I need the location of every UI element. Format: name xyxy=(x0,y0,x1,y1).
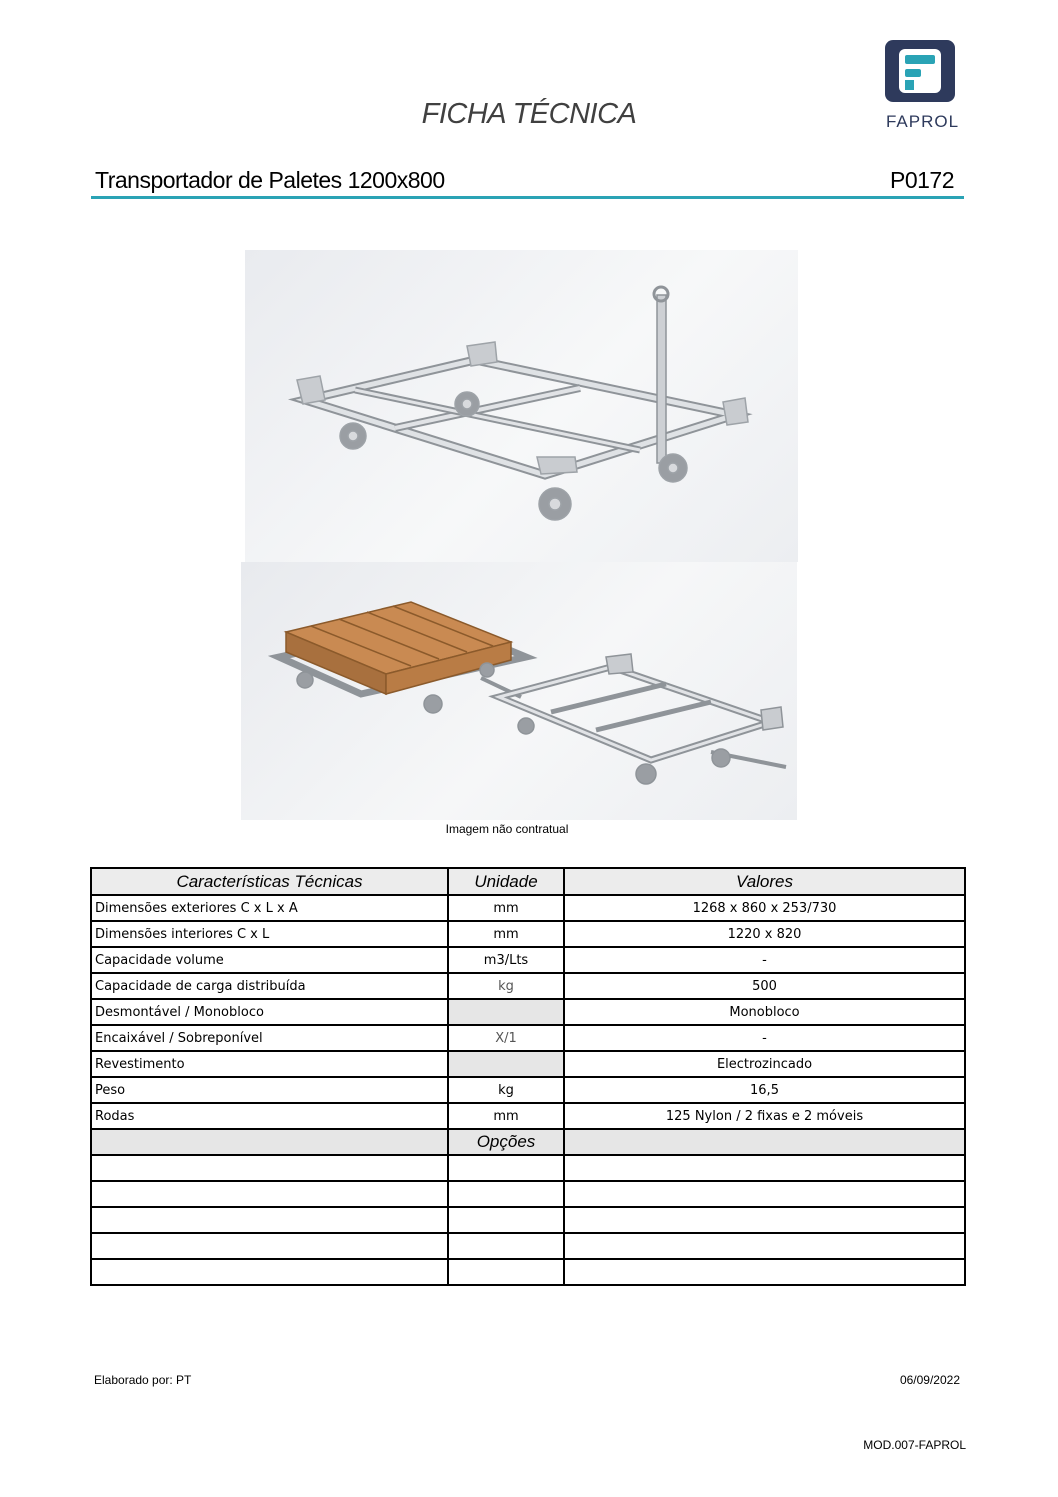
empty-cell xyxy=(448,1233,564,1259)
logo-f-glyph xyxy=(885,40,955,102)
empty-cell xyxy=(448,1181,564,1207)
row-value: 1268 x 860 x 253/730 xyxy=(564,895,965,921)
product-image-cart xyxy=(245,250,798,562)
row-label: Encaixável / Sobreponível xyxy=(91,1025,448,1051)
options-empty-row xyxy=(91,1207,965,1233)
row-unit: kg xyxy=(448,973,564,999)
logo-brand-text: FAPROL xyxy=(885,112,960,131)
empty-cell xyxy=(91,1155,448,1181)
row-value: 500 xyxy=(564,973,965,999)
empty-cell xyxy=(91,1233,448,1259)
technical-spec-table xyxy=(90,867,966,1286)
row-unit xyxy=(448,999,564,1025)
product-code: P0172 xyxy=(889,167,954,193)
table-row xyxy=(91,947,965,973)
row-value: 1220 x 820 xyxy=(564,921,965,947)
row-unit: mm xyxy=(448,895,564,921)
row-unit xyxy=(448,1051,564,1077)
row-value: Monobloco xyxy=(564,999,965,1025)
row-label: Desmontável / Monobloco xyxy=(91,999,448,1025)
empty-cell xyxy=(564,1207,965,1233)
table-row xyxy=(91,921,965,947)
empty-cell xyxy=(91,1181,448,1207)
empty-cell xyxy=(448,1259,564,1285)
empty-cell xyxy=(91,1259,448,1285)
row-unit: mm xyxy=(448,1103,564,1129)
product-title: Transportador de Paletes 1200x800 xyxy=(95,167,445,193)
empty-cell xyxy=(564,1259,965,1285)
row-unit: kg xyxy=(448,1077,564,1103)
header-divider xyxy=(91,196,964,199)
row-value: - xyxy=(564,947,965,973)
empty-cell xyxy=(448,1207,564,1233)
faprol-logo xyxy=(885,40,967,132)
options-blank-cell xyxy=(91,1129,448,1155)
table-row xyxy=(91,999,965,1025)
header-values: Valores xyxy=(564,868,965,895)
options-header-row xyxy=(91,1129,965,1155)
row-value: 16,5 xyxy=(564,1077,965,1103)
form-code: MOD.007-FAPROL xyxy=(863,1438,966,1452)
row-label: Dimensões exteriores C x L x A xyxy=(91,895,448,921)
prepared-by: Elaborado por: PT xyxy=(94,1373,192,1387)
header-characteristics: Características Técnicas xyxy=(91,868,448,895)
options-label: Opções xyxy=(448,1129,564,1155)
row-label: Capacidade volume xyxy=(91,947,448,973)
options-empty-row xyxy=(91,1259,965,1285)
empty-cell xyxy=(448,1155,564,1181)
empty-cell xyxy=(91,1207,448,1233)
row-label: Peso xyxy=(91,1077,448,1103)
empty-cell xyxy=(564,1233,965,1259)
logo-mark xyxy=(885,40,955,102)
table-row xyxy=(91,1103,965,1129)
table-row xyxy=(91,1077,965,1103)
row-label: Dimensões interiores C x L xyxy=(91,921,448,947)
row-value: Electrozincado xyxy=(564,1051,965,1077)
row-unit: m3/Lts xyxy=(448,947,564,973)
empty-cell xyxy=(564,1155,965,1181)
row-label: Revestimento xyxy=(91,1051,448,1077)
header-unit: Unidade xyxy=(448,868,564,895)
table-row xyxy=(91,973,965,999)
options-blank-cell xyxy=(564,1129,965,1155)
empty-cell xyxy=(564,1181,965,1207)
table-header-row xyxy=(91,868,965,895)
row-label: Rodas xyxy=(91,1103,448,1129)
table-row xyxy=(91,895,965,921)
table-row xyxy=(91,1025,965,1051)
row-unit: mm xyxy=(448,921,564,947)
product-image-in-use xyxy=(241,562,797,820)
row-label: Capacidade de carga distribuída xyxy=(91,973,448,999)
options-empty-row xyxy=(91,1233,965,1259)
document-date: 06/09/2022 xyxy=(899,1373,960,1387)
options-empty-row xyxy=(91,1155,965,1181)
image-caption: Imagem não contratual xyxy=(445,822,569,836)
options-empty-row xyxy=(91,1181,965,1207)
table-row xyxy=(91,1051,965,1077)
document-title: FICHA TÉCNICA xyxy=(421,98,637,130)
row-value: 125 Nylon / 2 fixas e 2 móveis xyxy=(564,1103,965,1129)
row-value: - xyxy=(564,1025,965,1051)
row-unit: X/1 xyxy=(448,1025,564,1051)
